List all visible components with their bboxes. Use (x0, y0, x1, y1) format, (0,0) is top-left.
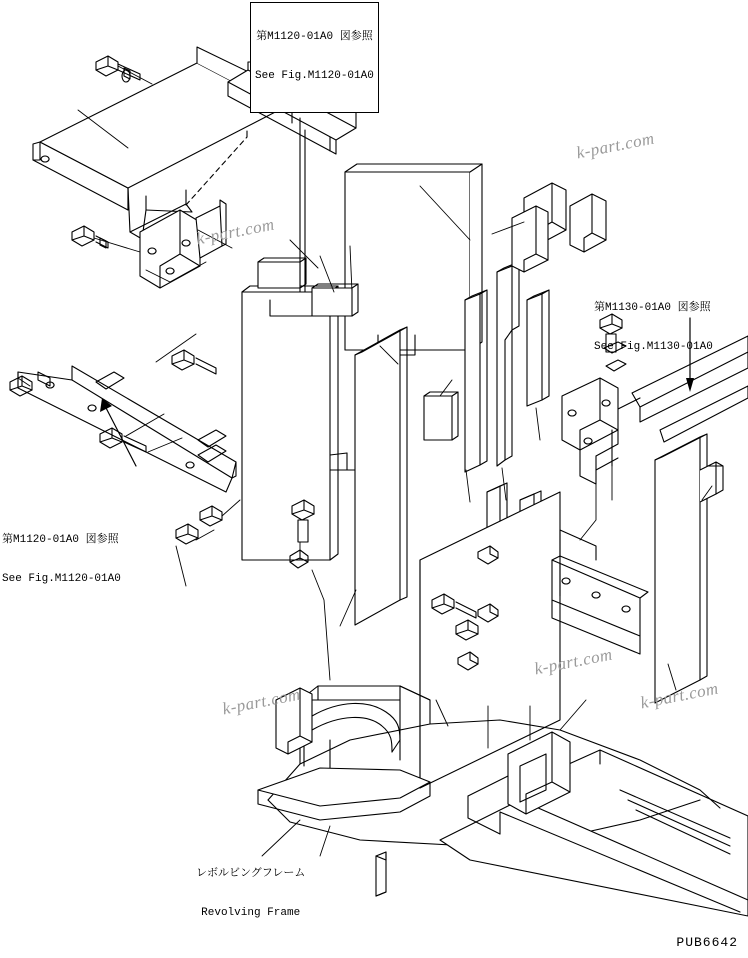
publication-id: PUB6642 (676, 935, 738, 950)
ref-label-top (250, 2, 379, 113)
part-label-revolving-frame-jp: レボルビングフレーム (196, 868, 306, 880)
watermark: k-part.com (532, 644, 615, 679)
watermark: k-part.com (220, 684, 303, 719)
ref-label-left-line1: 第M1120-01A0 図参照 (2, 534, 119, 546)
watermark: k-part.com (638, 678, 721, 713)
ref-label-top-line2: See Fig.M1120-01A0 (255, 70, 374, 82)
ref-label-top-line1: 第M1120-01A0 図参照 (256, 31, 373, 43)
ref-label-right-line2: See Fig.M1130-01A0 (594, 341, 713, 353)
watermark: k-part.com (574, 128, 657, 163)
ref-label-right-line1: 第M1130-01A0 図参照 (594, 302, 711, 314)
ref-label-left-line2: See Fig.M1120-01A0 (2, 573, 121, 585)
part-label-revolving-frame-en: Revolving Frame (201, 907, 301, 919)
ref-label-right (594, 276, 713, 380)
part-label-revolving-frame (196, 842, 305, 946)
ref-label-left (2, 508, 121, 612)
watermark: k-part.com (194, 214, 277, 249)
